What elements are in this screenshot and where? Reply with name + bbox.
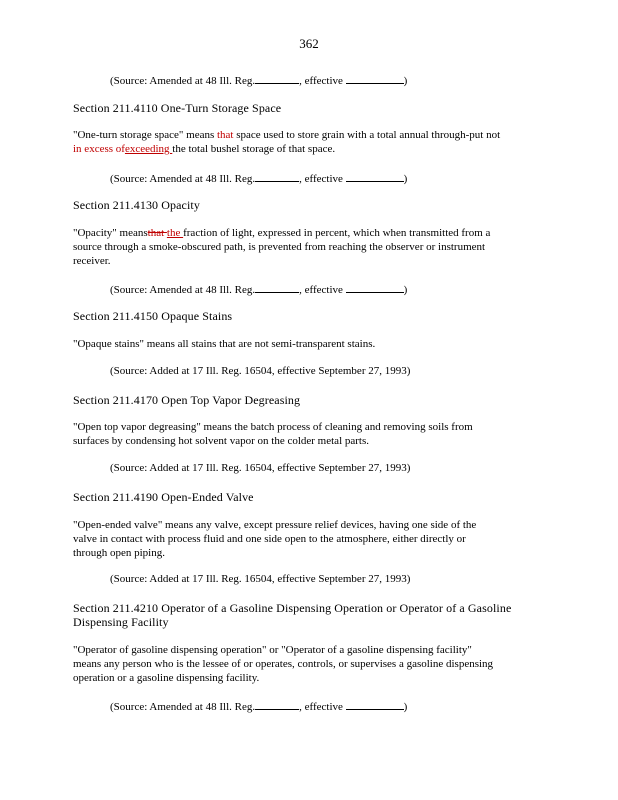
definition-text: "Operator of gasoline dispensing operation" or "Operator of a gasoline dispensing facility" — [73, 644, 472, 656]
source-close: ) — [403, 75, 408, 87]
source-prefix: (Source: Amended at 48 Ill. Reg. — [110, 173, 256, 185]
definition-text: "Opacity" means — [73, 227, 148, 239]
definition-text: the total bushel storage of that space. — [172, 143, 336, 155]
definition-text: surfaces by condensing hot solvent vapor on the colder metal parts. — [73, 435, 370, 447]
effective-date-blank — [346, 171, 404, 182]
definition-4130 — [73, 226, 543, 268]
register-page-blank — [255, 282, 299, 293]
register-page-blank — [255, 73, 299, 84]
section-heading-4150: Section 211.4150 Opaque Stains — [73, 309, 233, 323]
source-close: ) — [403, 173, 408, 185]
register-page-blank — [255, 699, 299, 710]
source-note-amended — [110, 171, 407, 185]
source-close: ) — [403, 284, 408, 296]
deleted-text: that — [147, 227, 167, 239]
definition-text: receiver. — [73, 255, 111, 267]
definition-4190 — [73, 518, 543, 560]
definition-text: "One-turn storage space" means — [73, 129, 217, 141]
section-heading-4210: Section 211.4210 Operator of a Gasoline Dispensing Operation or Operator of a Gasoline — [73, 601, 512, 615]
definition-4110 — [73, 128, 543, 156]
definition-4170 — [73, 420, 543, 448]
source-close: ) — [403, 701, 408, 713]
inserted-text: that — [216, 129, 234, 141]
effective-date-blank — [346, 282, 404, 293]
source-prefix: (Source: Amended at 48 Ill. Reg. — [110, 75, 256, 87]
definition-text: through open piping. — [73, 547, 165, 559]
source-note-amended — [110, 282, 407, 296]
source-note-amended — [110, 699, 407, 713]
definition-text: source through a smoke-obscured path, is prevented from reaching the observer or instrument — [73, 241, 486, 253]
source-note-added: (Source: Added at 17 Ill. Reg. 16504, effective September 27, 1993) — [110, 573, 411, 585]
definition-text: "Open top vapor degreasing" means the batch process of cleaning and removing soils from — [73, 421, 473, 433]
definition-text: operation or a gasoline dispensing facility. — [73, 672, 260, 684]
section-heading-4130: Section 211.4130 Opacity — [73, 198, 200, 212]
definition-text: space used to store grain with a total annual through-put not — [233, 129, 501, 141]
page-number: 362 — [299, 36, 319, 51]
source-note-added: (Source: Added at 17 Ill. Reg. 16504, effective September 27, 1993) — [110, 365, 411, 377]
definition-4210 — [73, 643, 543, 685]
definition-text: valve in contact with process fluid and one side open to the atmosphere, either directly or — [73, 533, 466, 545]
source-note-amended — [110, 73, 407, 87]
inserted-text: the — [166, 227, 184, 239]
definition-text: "Opaque stains" means all stains that are not semi-transparent stains. — [73, 338, 376, 350]
section-heading-4210-continued: Dispensing Facility — [73, 615, 169, 629]
definition-text: means any person who is the lessee of or operates, controls, or supervises a gasoline dispensing — [73, 658, 494, 670]
source-prefix: (Source: Amended at 48 Ill. Reg. — [110, 701, 256, 713]
effective-date-blank — [346, 699, 404, 710]
section-heading-4190: Section 211.4190 Open-Ended Valve — [73, 490, 254, 504]
inserted-text: exceeding — [124, 143, 173, 155]
source-effective-label: , effective — [299, 75, 346, 87]
effective-date-blank — [346, 73, 404, 84]
source-effective-label: , effective — [299, 701, 346, 713]
section-heading-4110: Section 211.4110 One-Turn Storage Space — [73, 101, 282, 115]
source-prefix: (Source: Amended at 48 Ill. Reg. — [110, 284, 256, 296]
definition-text: fraction of light, expressed in percent, which when transmitted from a — [183, 227, 491, 239]
definition-text: "Open-ended valve" means any valve, except pressure relief devices, having one side of the — [73, 519, 477, 531]
section-heading-4170: Section 211.4170 Open Top Vapor Degreasing — [73, 393, 301, 407]
source-effective-label: , effective — [299, 173, 346, 185]
deleted-text: in excess of — [73, 143, 125, 155]
source-effective-label: , effective — [299, 284, 346, 296]
source-note-added: (Source: Added at 17 Ill. Reg. 16504, effective September 27, 1993) — [110, 462, 411, 474]
definition-4150 — [73, 337, 543, 351]
register-page-blank — [255, 171, 299, 182]
